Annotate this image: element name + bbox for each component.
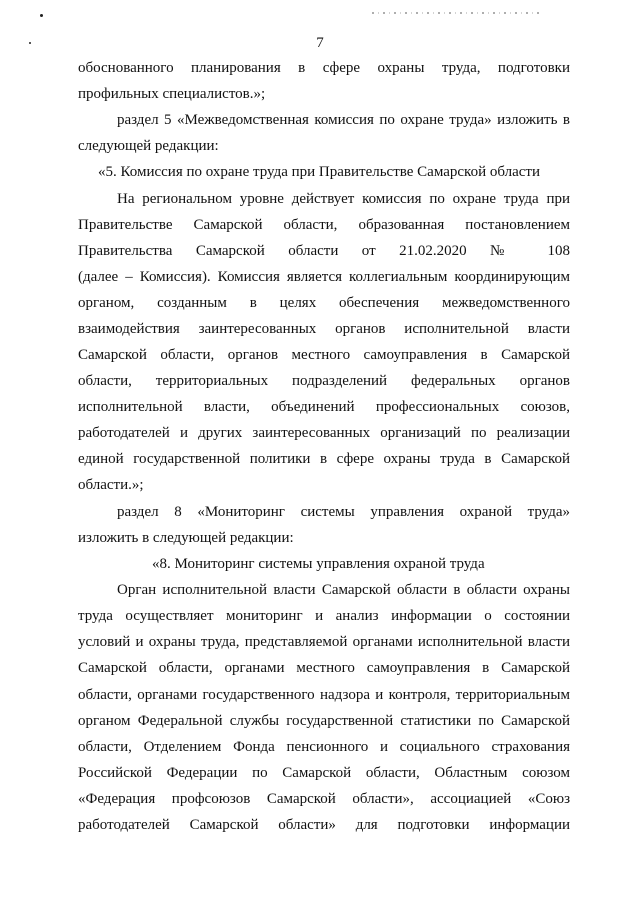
text-line: области.»; [78,477,144,493]
scan-artifact [372,12,540,14]
text-line: работодателей и других заинтересованных организаций по реализации [78,425,570,441]
text-line: Правительства Самарской области от 21.02.2020 № 108 [78,243,570,259]
text-line: области, Отделением Фонда пенсионного и социального страхования [78,739,570,755]
text-line: Орган исполнительной власти Самарской области в области охраны [117,582,570,598]
text-line: области, органами государственного надзора и контроля, территориальным [78,687,570,703]
scan-speck [40,14,43,17]
text-line: следующей редакции: [78,138,219,154]
text-line: изложить в следующей редакции: [78,530,294,546]
text-line: профильных специалистов.»; [78,86,266,102]
text-line: Самарской области, органами местного самоуправления в Самарской [78,660,570,676]
page-number: 7 [316,35,324,51]
text-line: «Федерация профсоюзов Самарской области», ассоциацией «Союз [78,791,570,807]
section-heading: «8. Мониторинг системы управления охраной труда [152,556,485,572]
text-line: Правительстве Самарской области, образованная постановлением [78,217,570,233]
text-line: исполнительной власти, объединений профессиональных союзов, [78,399,570,415]
text-line: На региональном уровне действует комиссия по охране труда при [117,191,570,207]
text-line: работодателей Самарской области» для подготовки информации [78,817,570,833]
text-line: единой государственной политики в сфере охраны труда в Самарской [78,451,570,467]
text-line: труда осуществляет мониторинг и анализ информации о состоянии [78,608,570,624]
text-line: условий и охраны труда, представляемой органами исполнительной власти [78,634,570,650]
text-line: органом Федеральной службы государственной статистики по Самарской [78,713,570,729]
text-line: области, территориальных подразделений федеральных органов [78,373,570,389]
text-line: обоснованного планирования в сфере охраны труда, подготовки [78,60,570,76]
text-line: раздел 8 «Мониторинг системы управления охраной труда» [117,504,570,520]
text-line: взаимодействия заинтересованных органов исполнительной власти [78,321,570,337]
text-line: Самарской области, органов местного самоуправления в Самарской [78,347,570,363]
text-line: раздел 5 «Межведомственная комиссия по охране труда» изложить в [117,112,570,128]
section-heading: «5. Комиссия по охране труда при Правительстве Самарской области [98,164,540,180]
text-line: органом, созданным в целях обеспечения межведомственного [78,295,570,311]
text-line: (далее – Комиссия). Комиссия является коллегиальным координирующим [78,269,570,285]
text-line: Российской Федерации по Самарской области, Областным союзом [78,765,570,781]
